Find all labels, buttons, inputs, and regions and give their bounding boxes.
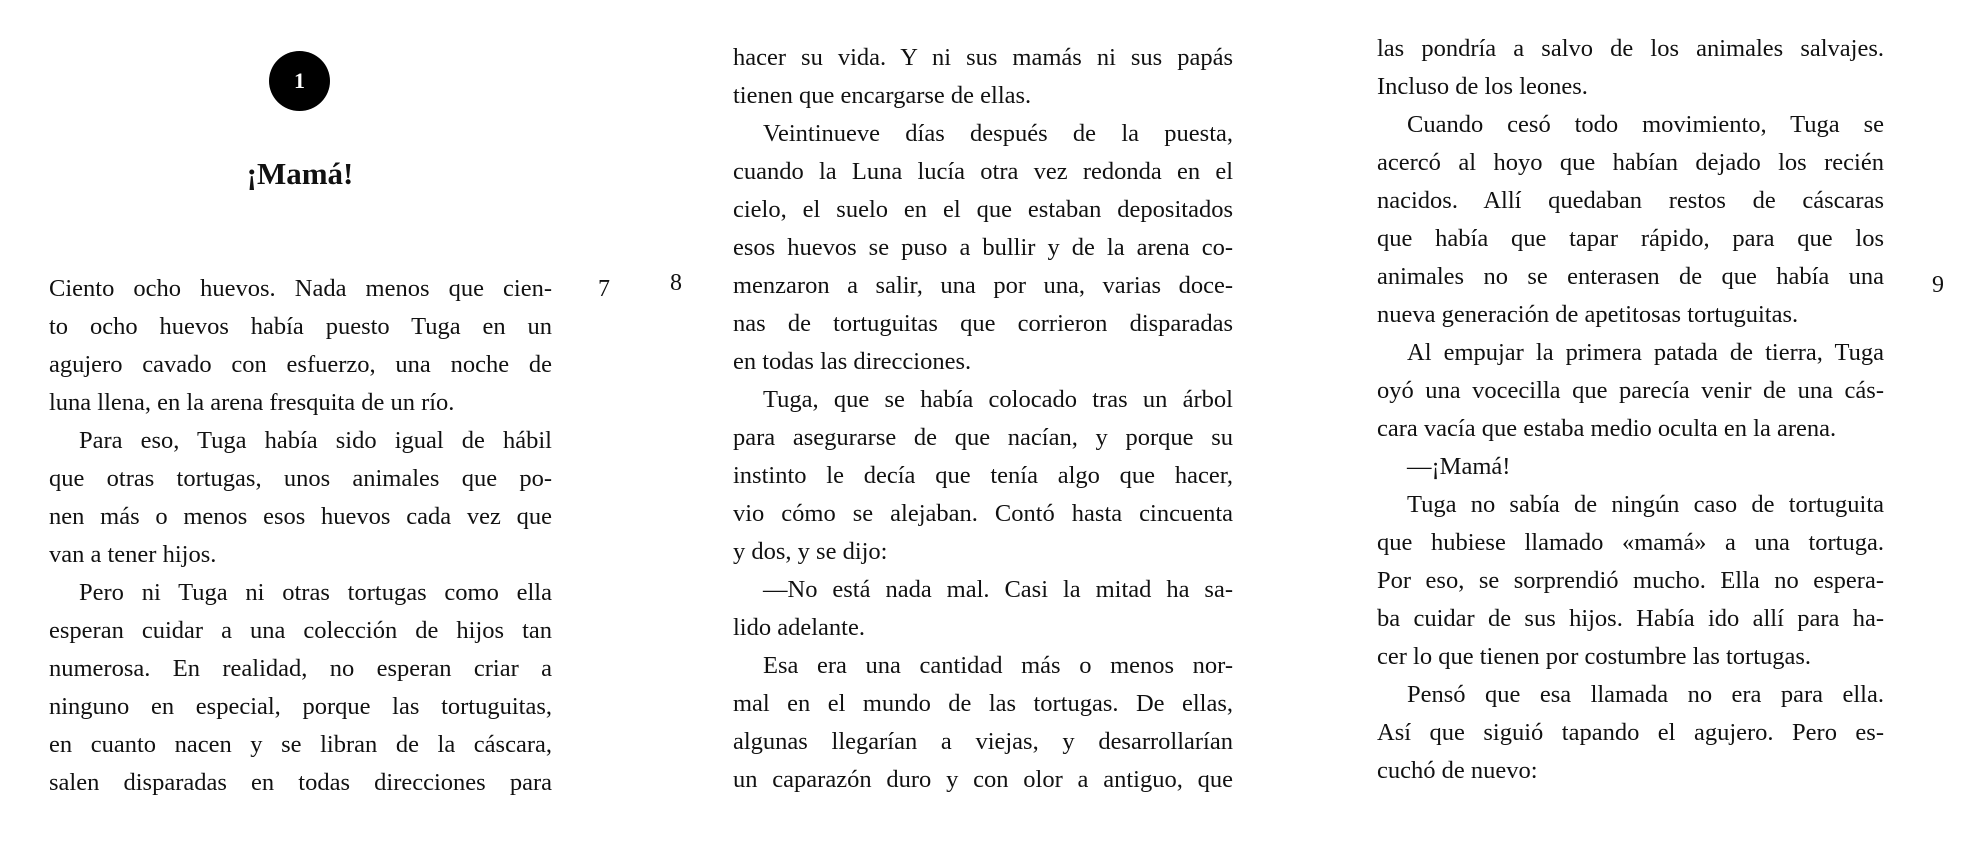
text-line: nueva generación de apetitosas tortuguitas. [1377, 301, 1799, 328]
text-line: esos huevos se puso a bullir y de la arena co- [733, 234, 1233, 261]
text-line: menzaron a salir, una por una, varias doce- [733, 272, 1233, 299]
text-line: nacidos. Allí quedaban restos de cáscaras [1377, 187, 1884, 214]
text-line: que había que tapar rápido, para que los [1377, 225, 1884, 252]
text-line: Pero ni Tuga ni otras tortugas como ella [79, 579, 552, 606]
text-line: cer lo que tienen por costumbre las tortugas. [1377, 643, 1812, 670]
text-line: Ciento ocho huevos. Nada menos que cien- [49, 275, 552, 302]
text-line: —No está nada mal. Casi la mitad ha sa- [763, 576, 1233, 603]
text-line: esperan cuidar a una colección de hijos tan [49, 617, 552, 644]
page-number-8: 8 [670, 270, 682, 296]
text-line: hacer su vida. Y ni sus mamás ni sus papás [733, 44, 1233, 71]
text-line: numerosa. En realidad, no esperan criar a [49, 655, 552, 682]
text-line: Así que siguió tapando el agujero. Pero es- [1377, 719, 1884, 746]
text-line: oyó una vocecilla que parecía venir de una cás- [1377, 377, 1884, 404]
text-line: cuando la Luna lucía otra vez redonda en el [733, 158, 1233, 185]
text-line: Incluso de los leones. [1377, 73, 1588, 100]
text-line: algunas llegarían a viejas, y desarrollarían [733, 728, 1233, 755]
text-line: cielo, el suelo en el que estaban depositados [733, 196, 1233, 223]
text-line: Pensó que esa llamada no era para ella. [1407, 681, 1884, 708]
text-line: Tuga, que se había colocado tras un árbol [763, 386, 1233, 413]
text-line: Cuando cesó todo movimiento, Tuga se [1407, 111, 1884, 138]
text-line: que otras tortugas, unos animales que po- [49, 465, 552, 492]
page-number-7: 7 [598, 276, 610, 302]
chapter-title: ¡Mamá! [246, 156, 354, 191]
text-line: salen disparadas en todas direcciones para [49, 769, 552, 796]
text-line: ninguno en especial, porque las tortuguitas, [49, 693, 552, 720]
text-line: Esa era una cantidad más o menos nor- [763, 652, 1233, 679]
text-line: Para eso, Tuga había sido igual de hábil [79, 427, 552, 454]
text-line: y dos, y se dijo: [733, 538, 888, 565]
text-line: agujero cavado con esfuerzo, una noche de [49, 351, 552, 378]
text-line: van a tener hijos. [49, 541, 217, 568]
page-7-text-column [49, 270, 552, 802]
text-line: las pondría a salvo de los animales salvajes. [1377, 35, 1884, 62]
text-line: animales no se enterasen de que había una [1377, 263, 1884, 290]
text-line: tienen que encargarse de ellas. [733, 82, 1032, 109]
chapter-number-badge [269, 51, 330, 111]
text-line: Al empujar la primera patada de tierra, Tuga [1407, 339, 1884, 366]
text-line: cuchó de nuevo: [1377, 757, 1538, 784]
text-line: vio cómo se alejaban. Contó hasta cincuenta [733, 500, 1233, 527]
text-line: ba cuidar de sus hijos. Había ido allí para ha- [1377, 605, 1884, 632]
text-line: nen más o menos esos huevos cada vez que [49, 503, 552, 530]
page-number-9: 9 [1932, 272, 1944, 298]
text-line: nas de tortuguitas que corrieron disparadas [733, 310, 1233, 337]
text-line: acercó al hoyo que habían dejado los recién [1377, 149, 1884, 176]
text-line: to ocho huevos había puesto Tuga en un [49, 313, 552, 340]
text-line: instinto le decía que tenía algo que hacer, [733, 462, 1233, 489]
text-line: cara vacía que estaba medio oculta en la arena. [1377, 415, 1837, 442]
text-line: —¡Mamá! [1407, 453, 1511, 480]
text-line: para asegurarse de que nacían, y porque su [733, 424, 1233, 451]
page-8-text-column [733, 39, 1233, 799]
text-line: mal en el mundo de las tortugas. De ellas, [733, 690, 1233, 717]
chapter-number: 1 [294, 68, 305, 93]
text-line: en todas las direcciones. [733, 348, 972, 375]
text-line: un caparazón duro y con olor a antiguo, que [733, 766, 1233, 793]
text-line: que hubiese llamado «mamá» a una tortuga. [1377, 529, 1884, 556]
text-line: Por eso, se sorprendió mucho. Ella no espera- [1377, 567, 1884, 594]
text-line: Veintinueve días después de la puesta, [763, 120, 1233, 147]
text-line: luna llena, en la arena fresquita de un río. [49, 389, 455, 416]
text-line: lido adelante. [733, 614, 865, 641]
text-line: Tuga no sabía de ningún caso de tortuguita [1407, 491, 1884, 518]
page-9-text-column [1377, 30, 1884, 790]
text-line: en cuanto nacen y se libran de la cáscara, [49, 731, 552, 758]
